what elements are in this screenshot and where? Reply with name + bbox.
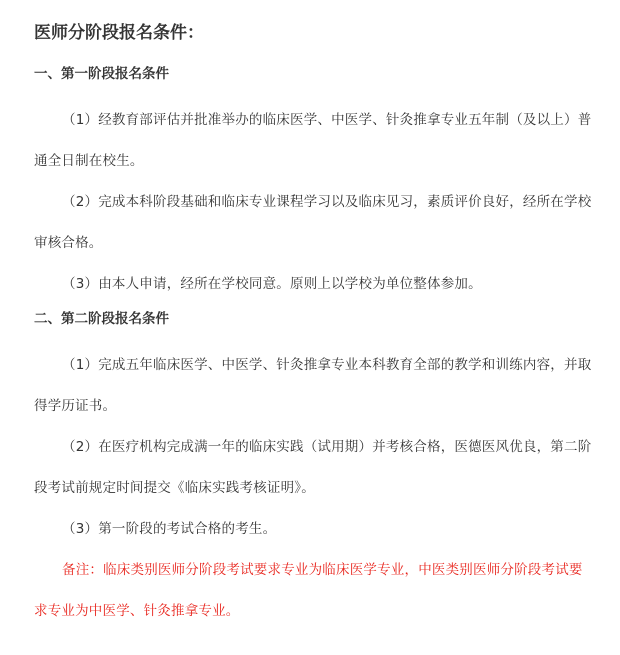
section-stage-one [34, 64, 594, 305]
condition-item: （1）完成五年临床医学、中医学、针灸推拿专业本科教育全部的教学和训练内容，并取得学历证书。 [34, 357, 592, 414]
section-heading-stage-one: 一、第一阶段报名条件 [34, 66, 169, 82]
condition-item: （1）经教育部评估并批准举办的临床医学、中医学、针灸推拿专业五年制（及以上）普通全日制在校生。 [34, 112, 592, 169]
condition-item: （2）完成本科阶段基础和临床专业课程学习以及临床见习，素质评价良好，经所在学校审核合格。 [34, 194, 592, 251]
section-stage-two [34, 309, 594, 550]
document-title: 医师分阶段报名条件： [34, 23, 204, 43]
condition-item: （3）由本人申请，经所在学校同意。原则上以学校为单位整体参加。 [62, 276, 482, 292]
condition-item: （3）第一阶段的考试合格的考生。 [62, 521, 277, 537]
condition-item: （2）在医疗机构完成满一年的临床实践（试用期）并考核合格，医德医风优良，第二阶段考试前规定时间提交《临床实践考核证明》。 [34, 439, 592, 496]
section-heading-stage-two: 二、第二阶段报名条件 [34, 311, 169, 327]
remark-note: 备注：临床类别医师分阶段考试要求专业为临床医学专业，中医类别医师分阶段考试要求专业为中医学、针灸推拿专业。 [34, 562, 583, 619]
